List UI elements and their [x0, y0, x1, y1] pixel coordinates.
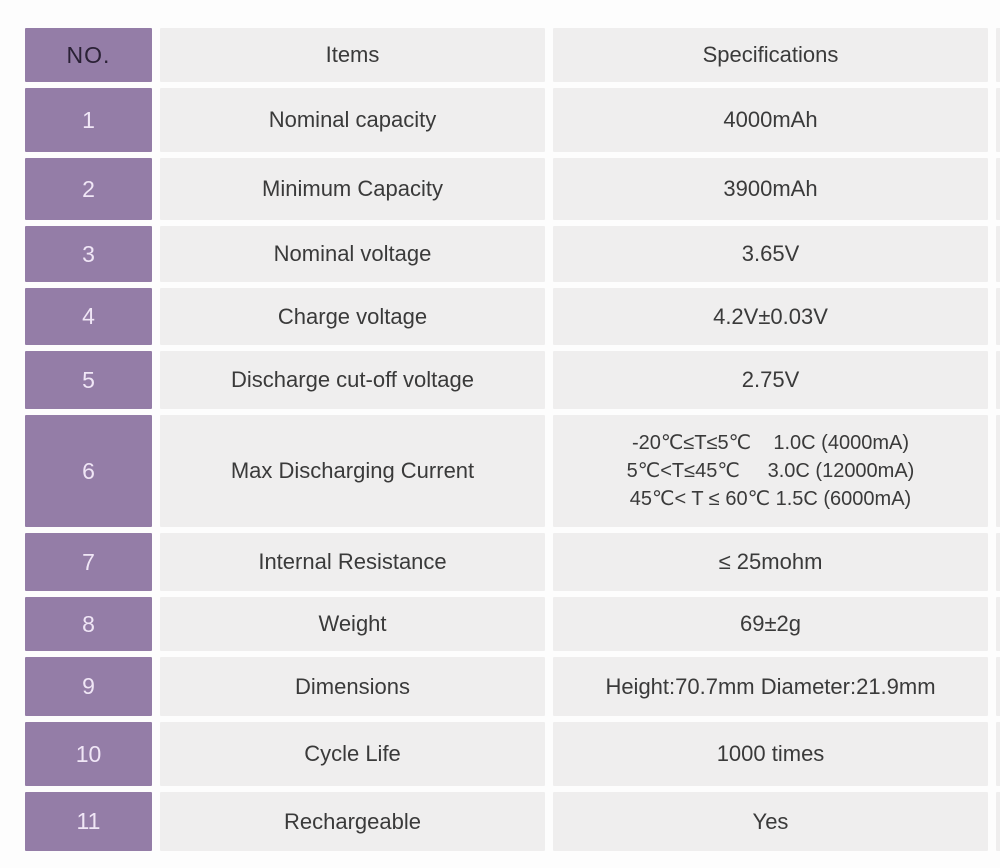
item-cell: Internal Resistance — [160, 533, 545, 591]
spec-cell: 3900mAh — [553, 158, 988, 220]
row-number: 10 — [25, 722, 152, 786]
item-cell: Nominal voltage — [160, 226, 545, 282]
spec-cell: 69±2g — [553, 597, 988, 651]
item-cell: Minimum Capacity — [160, 158, 545, 220]
spec-cell: 3.65V — [553, 226, 988, 282]
clipped-column-cell — [996, 226, 1000, 282]
item-cell: Discharge cut-off voltage — [160, 351, 545, 409]
row-number: 11 — [25, 792, 152, 851]
clipped-column-cell — [996, 533, 1000, 591]
spec-cell-discharge-current — [553, 415, 988, 527]
row-number: 3 — [25, 226, 152, 282]
clipped-column-cell — [996, 657, 1000, 716]
spec-cell: 4000mAh — [553, 88, 988, 152]
clipped-column-cell — [996, 597, 1000, 651]
col-header-specs: Specifications — [553, 28, 988, 82]
item-cell: Weight — [160, 597, 545, 651]
spec-cell: Height:70.7mm Diameter:21.9mm — [553, 657, 988, 716]
clipped-column-cell — [996, 722, 1000, 786]
clipped-column-cell — [996, 88, 1000, 152]
item-cell: Charge voltage — [160, 288, 545, 345]
item-cell: Max Discharging Current — [160, 415, 545, 527]
row-number: 9 — [25, 657, 152, 716]
row-number: 7 — [25, 533, 152, 591]
clipped-column-cell — [996, 158, 1000, 220]
spec-cell: Yes — [553, 792, 988, 851]
row-number: 8 — [25, 597, 152, 651]
clipped-column-cell — [996, 415, 1000, 527]
item-cell: Nominal capacity — [160, 88, 545, 152]
clipped-column-cell — [996, 792, 1000, 851]
item-cell: Dimensions — [160, 657, 545, 716]
clipped-column-cell — [996, 28, 1000, 82]
row-number: 5 — [25, 351, 152, 409]
row-number: 4 — [25, 288, 152, 345]
col-header-items: Items — [160, 28, 545, 82]
clipped-column-cell — [996, 351, 1000, 409]
spec-line: 45℃< T ≤ 60℃ 1.5C (6000mA) — [629, 488, 912, 510]
row-number: 2 — [25, 158, 152, 220]
item-cell: Cycle Life — [160, 722, 545, 786]
clipped-column-cell — [996, 288, 1000, 345]
spec-line: 5℃<T≤45℃ 3.0C (12000mA) — [626, 460, 915, 482]
col-header-no: NO. — [25, 28, 152, 82]
spec-cell: ≤ 25mohm — [553, 533, 988, 591]
spec-line: -20℃≤T≤5℃ 1.0C (4000mA) — [632, 432, 909, 454]
spec-cell: 1000 times — [553, 722, 988, 786]
spec-cell: 4.2V±0.03V — [553, 288, 988, 345]
battery-spec-table — [25, 28, 1000, 851]
spec-cell: 2.75V — [553, 351, 988, 409]
row-number: 1 — [25, 88, 152, 152]
item-cell: Rechargeable — [160, 792, 545, 851]
row-number: 6 — [25, 415, 152, 527]
